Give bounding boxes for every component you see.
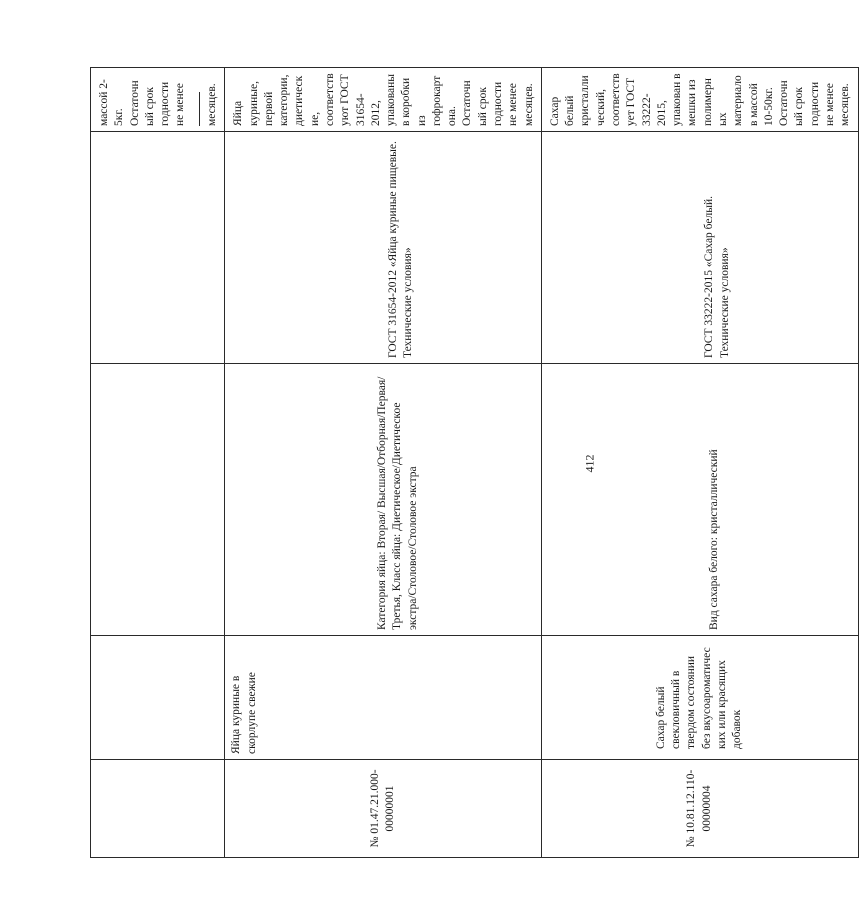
item-standard: ГОСТ 33222-2015 «Сахар белый. Технические условия» xyxy=(703,196,731,358)
item-code: № 10.81.12.110-00000004 xyxy=(685,769,713,848)
note-cell-continuation xyxy=(91,68,225,132)
item-note: Яйца куриные, первой категории, диетические, соответствуют ГОСТ 31654-2012, упакованы в коробки из гофрокартона. Остаточный срок годности не менее месяцев. xyxy=(232,73,535,126)
item-name: Сахар белый свекловичный в твердом состоянии без вкусоароматичес ких или красящих добавок xyxy=(654,647,744,749)
characteristics-cell xyxy=(541,364,858,636)
standard-cell xyxy=(541,132,858,364)
item-characteristics: Категория яйца: Вторая/ Высшая/Отборная/Первая/ Третья, Класс яйца: Диетическое/Диетическое экстра/Столовое/Столовое экстра xyxy=(376,376,419,630)
code-cell xyxy=(541,760,858,858)
table-row-continuation xyxy=(91,68,225,858)
note-line: массой 2-5кг. xyxy=(98,79,126,126)
name-cell xyxy=(541,636,858,760)
item-note: Сахар белый кристаллический, соответствует ГОСТ 33222-2015, упакован в мешки из полимерных материалов массой 10-50кг. Остаточный срок годности не менее месяцев. xyxy=(548,73,852,126)
item-name: Яйца куриные в скорлупе свежие xyxy=(230,672,258,754)
note-line xyxy=(189,73,221,126)
code-cell xyxy=(225,760,542,858)
page-number: 412 xyxy=(582,454,597,473)
note-line: Остаточный срок xyxy=(128,80,156,126)
characteristics-cell-empty xyxy=(91,364,225,636)
note-cell xyxy=(225,68,542,132)
standard-cell xyxy=(225,132,542,364)
name-cell-empty xyxy=(91,636,225,760)
note-line: годности не менее xyxy=(159,81,187,126)
blank-underline xyxy=(189,92,200,126)
item-code: № 01.47.21.000-00000001 xyxy=(368,769,397,848)
code-cell-empty xyxy=(91,760,225,858)
characteristics-cell xyxy=(225,364,542,636)
note-line-text: месяцев. xyxy=(205,83,218,126)
note-cell xyxy=(541,68,858,132)
standard-cell-empty xyxy=(91,132,225,364)
item-characteristics: Вид сахара белого: кристаллический xyxy=(708,449,721,630)
item-standard: ГОСТ 31654-2012 «Яйца куриные пищевые. Технические условия» xyxy=(386,141,415,358)
name-cell xyxy=(225,636,542,760)
specification-table xyxy=(90,67,859,858)
table-row-eggs xyxy=(225,68,542,858)
